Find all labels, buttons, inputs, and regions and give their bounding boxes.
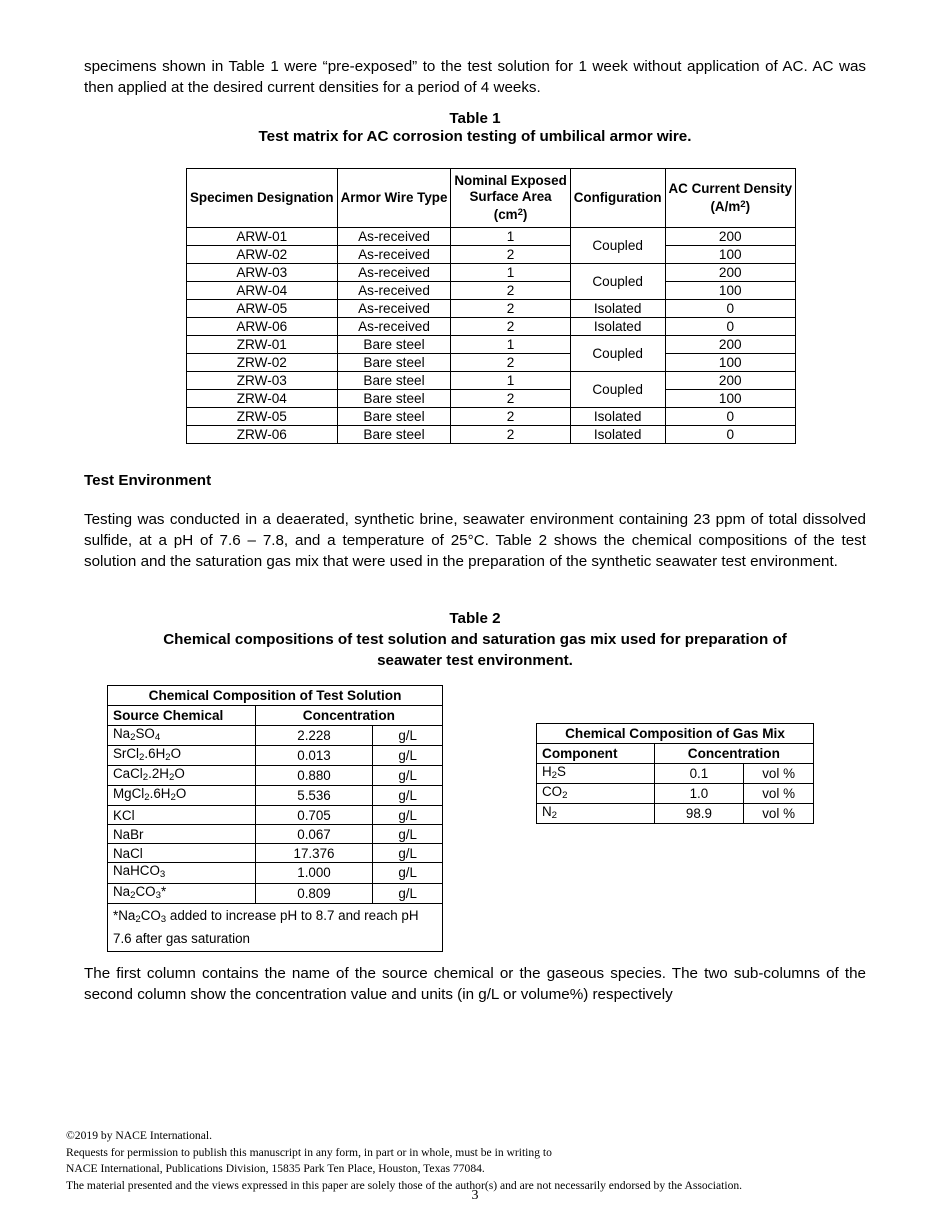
cell-concentration-unit: g/L xyxy=(373,883,443,903)
cell-specimen-designation: ZRW-03 xyxy=(187,372,338,390)
table1-col-current-density-units: $(A/m^2)$ xyxy=(710,199,751,215)
cell-specimen-designation: ARW-02 xyxy=(187,246,338,264)
table2-solution-foot xyxy=(108,903,443,951)
table2-gas-title-row xyxy=(537,724,814,744)
cell-armor-wire-type: Bare steel xyxy=(337,390,451,408)
table1-col-surface-area-l1: Nominal Exposed xyxy=(454,173,567,188)
table1-col-surface-area-units: $(cm^2)$ xyxy=(493,207,528,223)
table-row xyxy=(537,804,814,824)
table2-gas-col-component: Component xyxy=(537,744,655,764)
table2-solution-title: Chemical Composition of Test Solution xyxy=(108,686,443,706)
table-row xyxy=(187,228,796,246)
footer-block xyxy=(66,1128,896,1194)
cell-source-chemical: NaCl xyxy=(108,844,256,863)
cell-specimen-designation: ARW-05 xyxy=(187,300,338,318)
cell-specimen-designation: ZRW-02 xyxy=(187,354,338,372)
table-row xyxy=(187,300,796,318)
cell-current-density: 0 xyxy=(665,318,796,336)
table1-col-specimen: Specimen Designation xyxy=(187,169,338,228)
cell-current-density: 100 xyxy=(665,282,796,300)
table-row xyxy=(187,372,796,390)
cell-configuration: Coupled xyxy=(570,372,665,408)
cell-source-chemical: KCl xyxy=(108,806,256,825)
table2-gas-head xyxy=(537,724,814,764)
cell-concentration-unit: g/L xyxy=(373,825,443,844)
table1-caption-line2: Test matrix for AC corrosion testing of umbilical armor wire. xyxy=(258,128,692,145)
cell-source-chemical: $SrCl_2.6H_2O$ xyxy=(108,746,256,766)
cell-armor-wire-type: As-received xyxy=(337,246,451,264)
table-row xyxy=(108,806,443,825)
table1-caption-line1: Table 1 xyxy=(449,110,501,127)
footer-line-disclaimer: The material presented and the views expressed in this paper are solely those of the author(s) and are not necessarily endorsed by the Association. xyxy=(66,1178,743,1192)
cell-armor-wire-type: As-received xyxy=(337,318,451,336)
intro-paragraph: specimens shown in Table 1 were “pre-exposed” to the test solution for 1 week without application of AC. AC was then applied at the desired current densities for a period of 4 weeks. xyxy=(84,58,866,96)
cell-surface-area: 2 xyxy=(451,390,570,408)
table2-test-solution xyxy=(107,685,443,952)
cell-configuration: Isolated xyxy=(570,300,665,318)
cell-specimen-designation: ZRW-05 xyxy=(187,408,338,426)
cell-concentration-unit: vol % xyxy=(744,764,814,784)
table2-gas-header-row xyxy=(537,744,814,764)
table1-head xyxy=(187,169,796,228)
cell-current-density: 100 xyxy=(665,246,796,264)
table-row xyxy=(187,408,796,426)
cell-concentration-unit: g/L xyxy=(373,786,443,806)
table-row xyxy=(108,825,443,844)
table2-gas-mix xyxy=(536,723,814,824)
cell-armor-wire-type: Bare steel xyxy=(337,354,451,372)
table2-gas-body xyxy=(537,764,814,824)
cell-configuration: Coupled xyxy=(570,336,665,372)
cell-concentration-value: 2.228 xyxy=(255,726,373,746)
cell-concentration-unit: vol % xyxy=(744,784,814,804)
table1-col-armor-wire-type: Armor Wire Type xyxy=(337,169,451,228)
cell-source-chemical: NaBr xyxy=(108,825,256,844)
test-environment-paragraph: Testing was conducted in a deaerated, synthetic brine, seawater environment containing 23 ppm of total dissolved sulfide, at a pH of 7.6 – 7.8, and a temperature of 25°C. Table 2 shows the chemical compositions of the test solution and the saturation gas mix that were used in the preparation of the synthetic seawater test environment. xyxy=(84,511,866,570)
table-row xyxy=(108,746,443,766)
cell-current-density: 200 xyxy=(665,264,796,282)
footer-line-permission: Requests for permission to publish this manuscript in any form, in part or in whole, must be in writing to xyxy=(66,1145,552,1159)
table-row xyxy=(187,354,796,372)
cell-source-chemical: $MgCl_2.6H_2O$ xyxy=(108,786,256,806)
cell-configuration: Isolated xyxy=(570,318,665,336)
table-row xyxy=(537,784,814,804)
cell-current-density: 200 xyxy=(665,228,796,246)
cell-gas-component: $H_2S$ xyxy=(537,764,655,784)
table-row xyxy=(108,786,443,806)
cell-current-density: 200 xyxy=(665,336,796,354)
table1-col-surface-area-l2: Surface Area xyxy=(469,189,552,204)
cell-configuration: Coupled xyxy=(570,228,665,264)
cell-concentration-value: 0.705 xyxy=(255,806,373,825)
cell-concentration-unit: g/L xyxy=(373,726,443,746)
cell-specimen-designation: ZRW-01 xyxy=(187,336,338,354)
table1-col-configuration: Configuration xyxy=(570,169,665,228)
table-row xyxy=(108,766,443,786)
table1-header-row xyxy=(187,169,796,228)
cell-source-chemical: $CaCl_2.2H_2O$ xyxy=(108,766,256,786)
cell-gas-component: $N_2$ xyxy=(537,804,655,824)
cell-specimen-designation: ZRW-04 xyxy=(187,390,338,408)
cell-armor-wire-type: Bare steel xyxy=(337,372,451,390)
table-row xyxy=(108,863,443,883)
cell-armor-wire-type: As-received xyxy=(337,282,451,300)
table2-caption-line3: seawater test environment. xyxy=(377,652,573,669)
cell-current-density: 100 xyxy=(665,390,796,408)
cell-configuration: Isolated xyxy=(570,408,665,426)
cell-specimen-designation: ZRW-06 xyxy=(187,426,338,444)
cell-armor-wire-type: As-received xyxy=(337,300,451,318)
cell-armor-wire-type: As-received xyxy=(337,228,451,246)
table2-caption-line1: Table 2 xyxy=(449,610,501,627)
cell-concentration-value: 5.536 xyxy=(255,786,373,806)
cell-surface-area: 2 xyxy=(451,354,570,372)
table2-solution-body xyxy=(108,726,443,904)
cell-concentration-value: 1.0 xyxy=(654,784,744,804)
cell-source-chemical: $Na_2CO_3*$ xyxy=(108,883,256,903)
cell-surface-area: 2 xyxy=(451,246,570,264)
cell-concentration-unit: g/L xyxy=(373,766,443,786)
table-row xyxy=(187,318,796,336)
table1-col-current-density-l1: AC Current Density xyxy=(668,181,793,196)
table2-solution-col-concentration: Concentration xyxy=(255,706,442,726)
cell-surface-area: 2 xyxy=(451,318,570,336)
table-row xyxy=(537,764,814,784)
cell-specimen-designation: ARW-06 xyxy=(187,318,338,336)
cell-surface-area: 1 xyxy=(451,336,570,354)
table-row xyxy=(187,426,796,444)
table2-gas-col-concentration: Concentration xyxy=(654,744,813,764)
cell-source-chemical: NaHCO$_3$ xyxy=(108,863,256,883)
cell-specimen-designation: ARW-03 xyxy=(187,264,338,282)
cell-concentration-unit: g/L xyxy=(373,746,443,766)
cell-concentration-value: 0.880 xyxy=(255,766,373,786)
cell-armor-wire-type: Bare steel xyxy=(337,336,451,354)
test-environment-heading: Test Environment xyxy=(84,472,212,489)
table-row xyxy=(187,246,796,264)
cell-source-chemical: $Na_2SO_4$ xyxy=(108,726,256,746)
cell-concentration-value: 1.000 xyxy=(255,863,373,883)
table-row xyxy=(108,844,443,863)
footer-line-copyright: ©2019 by NACE International. xyxy=(66,1129,212,1142)
table2-solution-footnote-row xyxy=(108,903,443,951)
cell-surface-area: 2 xyxy=(451,300,570,318)
table2-solution-head xyxy=(108,686,443,726)
cell-gas-component: $CO_2$ xyxy=(537,784,655,804)
cell-configuration: Coupled xyxy=(570,264,665,300)
table2-caption-line2: Chemical compositions of test solution and saturation gas mix used for preparation of xyxy=(163,631,787,648)
table2-solution-header-row xyxy=(108,706,443,726)
cell-current-density: 200 xyxy=(665,372,796,390)
closing-paragraph: The first column contains the name of the source chemical or the gaseous species. The two sub-columns of the second column show the concentration value and units (in g/L or volume%) respectively xyxy=(84,965,866,1003)
table-row xyxy=(187,264,796,282)
cell-concentration-unit: g/L xyxy=(373,863,443,883)
cell-concentration-value: 98.9 xyxy=(654,804,744,824)
cell-current-density: 0 xyxy=(665,300,796,318)
cell-concentration-value: 0.809 xyxy=(255,883,373,903)
cell-surface-area: 2 xyxy=(451,426,570,444)
page-number: 3 xyxy=(471,1188,479,1203)
table-row xyxy=(187,282,796,300)
cell-specimen-designation: ARW-01 xyxy=(187,228,338,246)
cell-concentration-value: 0.013 xyxy=(255,746,373,766)
table2-solution-footnote: $*Na_2CO_3$ added to increase pH to 8.7 and reach pH 7.6 after gas saturation xyxy=(108,903,443,951)
table1-test-matrix xyxy=(186,168,796,444)
table2-gas-title: Chemical Composition of Gas Mix xyxy=(537,724,814,744)
cell-concentration-value: 0.1 xyxy=(654,764,744,784)
cell-current-density: 0 xyxy=(665,426,796,444)
cell-current-density: 0 xyxy=(665,408,796,426)
cell-specimen-designation: ARW-04 xyxy=(187,282,338,300)
cell-concentration-value: 17.376 xyxy=(255,844,373,863)
table-row xyxy=(108,726,443,746)
cell-configuration: Isolated xyxy=(570,426,665,444)
cell-current-density: 100 xyxy=(665,354,796,372)
cell-armor-wire-type: Bare steel xyxy=(337,426,451,444)
table1-col-surface-area xyxy=(451,169,570,228)
cell-surface-area: 1 xyxy=(451,264,570,282)
cell-surface-area: 2 xyxy=(451,282,570,300)
table-row xyxy=(187,336,796,354)
table2-solution-col-chemical: Source Chemical xyxy=(108,706,256,726)
cell-armor-wire-type: As-received xyxy=(337,264,451,282)
table2-solution-title-row xyxy=(108,686,443,706)
cell-surface-area: 1 xyxy=(451,228,570,246)
cell-surface-area: 1 xyxy=(451,372,570,390)
cell-concentration-value: 0.067 xyxy=(255,825,373,844)
table-row xyxy=(108,883,443,903)
table1-col-current-density xyxy=(665,169,796,228)
cell-armor-wire-type: Bare steel xyxy=(337,408,451,426)
cell-surface-area: 2 xyxy=(451,408,570,426)
footer-line-address: NACE International, Publications Division, 15835 Park Ten Place, Houston, Texas 77084. xyxy=(66,1162,485,1175)
table-row xyxy=(187,390,796,408)
cell-concentration-unit: g/L xyxy=(373,844,443,863)
cell-concentration-unit: g/L xyxy=(373,806,443,825)
cell-concentration-unit: vol % xyxy=(744,804,814,824)
table1-body xyxy=(187,228,796,444)
